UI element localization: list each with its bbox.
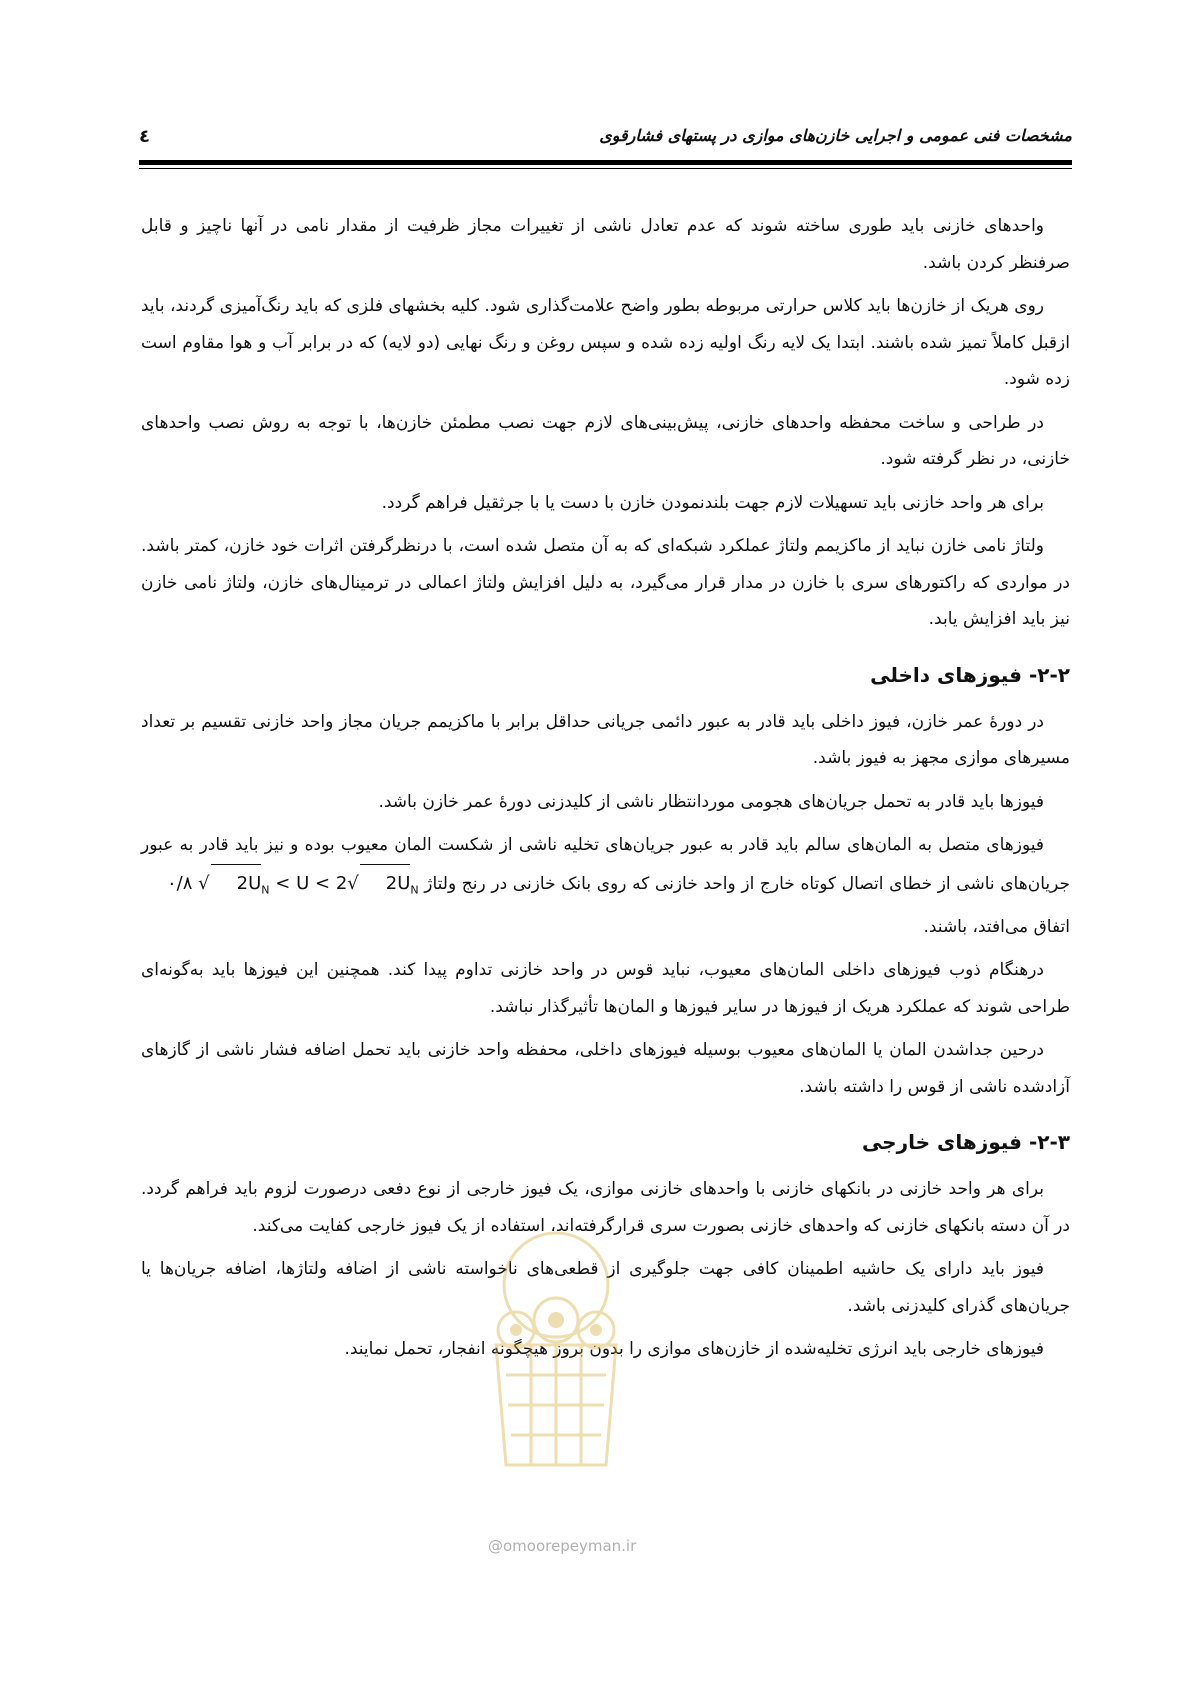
header-rule-thin — [139, 168, 1072, 169]
paragraph: فیوزها باید قادر به تحمل جریان‌های هجومی موردانتظار ناشی از کلیدزنی دورهٔ عمر خازن باشد. — [378, 791, 1044, 812]
paragraph: درحین جداشدن المان یا المان‌های معیوب بوسیله فیوزهای داخلی، محفظه واحد خازنی باید تحمل اضافه فشار ناشی از گازهای آزادشده ناشی از قوس را داشته باشد. — [141, 1040, 1070, 1097]
watermark-url: @omoorepeyman.ir — [488, 1537, 637, 1555]
paragraph: فیوزهای خارجی باید انرژی تخلیه‌شده از خازن‌های موازی را بدون بروز هیچگونه انفجار، تحمل نمایند. — [344, 1339, 1044, 1360]
sqrt-sign: √ — [347, 872, 359, 894]
voltage-range-formula — [141, 864, 419, 909]
paragraph-text: اتفاق می‌افتد، باشند. — [923, 916, 1070, 937]
paragraph-with-formula — [141, 827, 1070, 945]
paragraph: برای هر واحد خازنی در بانکهای خازنی با واحدهای خازنی موازی، یک فیوز خارجی از نوع دفعی درصورت لزوم باید فراهم گردد. در آن دسته بانکهای خازنی که واحدهای خازنی بصورت سری قرارگرفته‌اند، استفاده از یک فیوز خارجی کفایت می‌کند. — [141, 1179, 1070, 1236]
paragraph: در دورهٔ عمر خازن، فیوز داخلی باید قادر به عبور دائمی جریانی حداقل برابر با ماکزیمم جریان مجاز واحد خازنی تقسیم بر تعداد مسیرهای موازی مجهز به فیوز باشد. — [141, 711, 1070, 768]
less-than: < — [275, 872, 291, 894]
page-number: ٤ — [139, 126, 150, 147]
paragraph: واحدهای خازنی باید طوری ساخته شوند که عدم تعادل ناشی از تغییرات مجاز ظرفیت از مقدار نامی در آنها ناچیز و قابل صرفنظر کردن باشد. — [141, 216, 1070, 273]
paragraph: روی هریک از خازن‌ها باید کلاس حرارتی مربوطه بطور واضح علامت‌گذاری شود. کلیه بخشهای فلزی که باید رنگ‌آمیزی گردند، باید ازقبل کاملاً تمیز شده باشند. ابتدا یک لایه رنگ اولیه زده شده و سپس روغن و رنگ نهایی (دو لایه) که در برابر آب و هوا مقاوم است زده شود. — [141, 296, 1070, 389]
paragraph: برای هر واحد خازنی باید تسهیلات لازم جهت بلندنمودن خازن با دست یا با جرثقیل فراهم گردد. — [381, 492, 1044, 513]
body-text — [141, 208, 1070, 1375]
section-heading-external-fuses: ۲-۳- فیوزهای خارجی — [861, 1130, 1070, 1155]
formula-coef: ۰/۸ — [167, 872, 193, 894]
paragraph-text: فیوزهای متصل به المان‌های سالم باید قادر به عبور جریان‌های تخلیه ناشی از شکست المان معیوب بوده و نیز باید قادر به عبور جریان‌های ناشی از خطای اتصال کوتاه خارج از واحد خازنی که روی بانک خازنی در رنج ولتاژ — [141, 835, 1070, 894]
less-than: < — [314, 872, 331, 894]
paragraph: در طراحی و ساخت محفظه واحدهای خازنی، پیش‌بینی‌های لازم جهت نصب مطمئن خازن‌ها، با توجه به روش نصب واحدهای خازنی، در نظر گرفته شود. — [141, 412, 1070, 469]
paragraph: فیوز باید دارای یک حاشیه اطمینان کافی جهت جلوگیری از قطعی‌های ناخواسته ناشی از اضافه ولتاژها، اضافه جریان‌ها یا جریان‌های گذرای کلیدزنی باشد. — [141, 1259, 1070, 1316]
formula-right-coef: 2 — [335, 872, 348, 894]
sqrt-sign: √ — [198, 872, 210, 894]
header-rule-thick — [139, 160, 1072, 165]
running-title: مشخصات فنی عمومی و اجرایی خازن‌های موازی در پستهای فشارقوی — [599, 126, 1072, 145]
paragraph: درهنگام ذوب فیوزهای داخلی المان‌های معیوب، نباید قوس در واحد خازنی تداوم پیدا کند. همچنین این فیوزها باید به‌گونه‌ای طراحی شوند که عملکرد هریک از فیوزها در سایر فیوزها و المان‌ها تأثیرگذار نباشد. — [141, 960, 1070, 1017]
subscript: N — [261, 883, 270, 897]
page-header — [139, 126, 1072, 156]
formula-u: U — [296, 872, 310, 894]
subscript: N — [410, 883, 419, 897]
sqrt-radicand: 2U — [360, 864, 411, 903]
sqrt-radicand: 2U — [211, 864, 262, 903]
paragraph: ولتاژ نامی خازن نباید از ماکزیمم ولتاژ عملکرد شبکه‌ای که به آن متصل شده است، با درنظرگرفتن اثرات خود خازن، کمتر باشد. در مواردی که راکتورهای سری با خازن در مدار قرار می‌گیرد، به دلیل افزایش ولتاژ اعمالی در ترمینال‌های خازن، ولتاژ نامی خازن نیز باید افزایش یابد. — [141, 536, 1070, 629]
section-heading-internal-fuses: ۲-۲- فیوزهای داخلی — [870, 662, 1070, 687]
